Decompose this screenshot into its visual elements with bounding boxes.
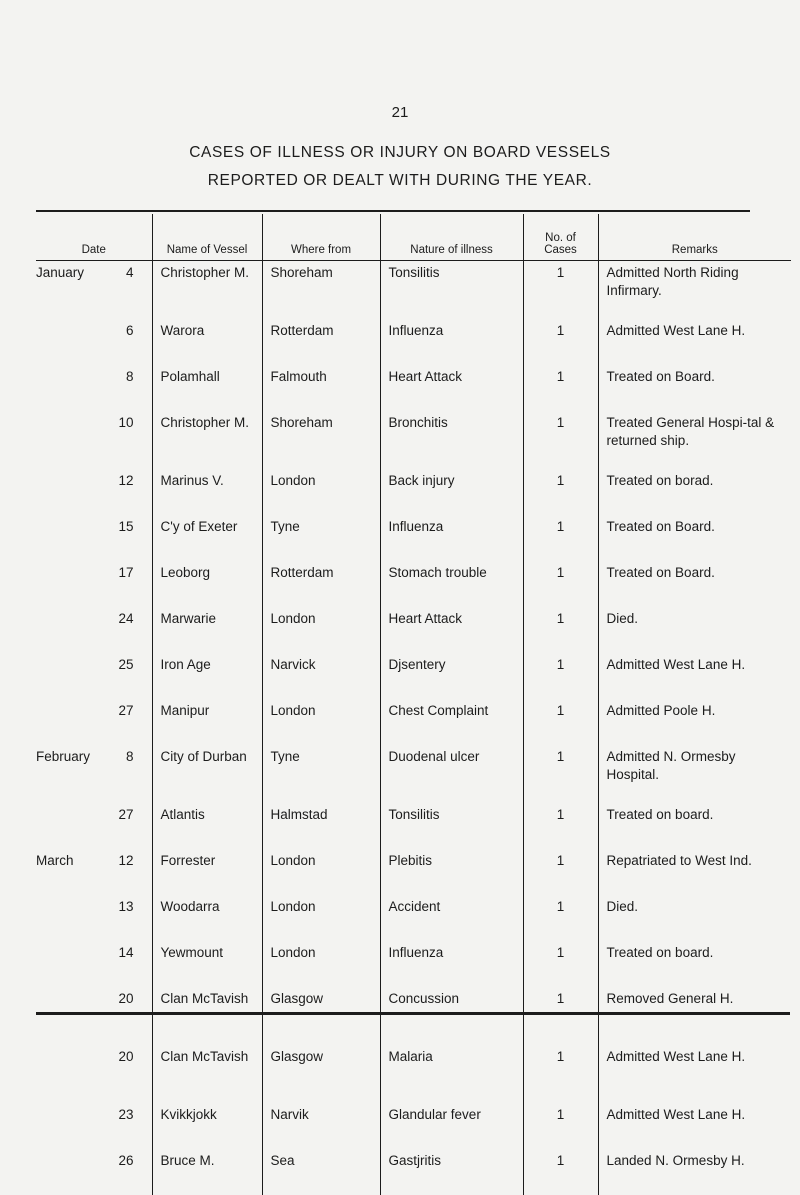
date-month-cell [36,1149,109,1195]
date-day-cell: 13 [109,895,152,941]
cases-cell: 1 [523,941,598,987]
illness-cell: Influenza [380,319,523,365]
vessel-name-cell: Leoborg [152,561,262,607]
illness-cell: Djsentery [380,653,523,699]
illness-cell: Gastjritis [380,1149,523,1195]
where-from-cell: Rotterdam [262,319,380,365]
remarks-cell: Admitted West Lane H. [606,1107,746,1122]
remarks-cell: Repatriated to West Ind. [606,853,752,868]
where-from-cell: Rotterdam [262,561,380,607]
where-from-cell: London [262,941,380,987]
cases-cell: 1 [523,561,598,607]
header-cases [523,214,598,261]
where-from-cell: London [262,469,380,515]
cases-cell: 1 [523,469,598,515]
date-month-cell [36,699,109,745]
date-day-cell: 17 [109,561,152,607]
illness-cell: Malaria [380,1045,523,1103]
cases-cell: 1 [523,895,598,941]
illness-cell: Heart Attack [380,607,523,653]
date-day-cell: 12 [109,469,152,515]
vessel-name-cell: Marwarie [152,607,262,653]
date-month-cell [36,515,109,561]
date-month-cell [36,941,109,987]
where-from-cell: London [262,607,380,653]
table-row [36,1103,791,1149]
remarks-cell: Admitted West Lane H. [606,323,746,338]
where-from-cell: Shoreham [262,411,380,469]
date-month-cell: January [36,265,85,280]
cases-cell: 1 [523,1149,598,1195]
date-day-cell: 24 [109,607,152,653]
cases-cell: 1 [523,1045,598,1103]
header-cases-line1: No. of [545,232,576,244]
illness-cell: Heart Attack [380,365,523,411]
remarks-cell: Died. [606,611,639,626]
where-from-cell: Narvik [262,1103,380,1149]
where-from-cell: Shoreham [262,261,380,320]
date-day-cell: 4 [109,261,152,320]
remarks-cell: Treated on Board. [606,369,715,384]
table-row [36,319,791,365]
date-day-cell: 8 [109,365,152,411]
table-row [36,515,791,561]
remarks-cell: Treated General Hospi-tal & returned ship. [606,415,775,448]
table-row [36,561,791,607]
table-row [36,469,791,515]
vessel-name-cell: Atlantis [152,803,262,849]
table-row [36,803,791,849]
header-cases-line2: Cases [544,244,577,256]
date-day-cell: 6 [109,319,152,365]
table-row [36,607,791,653]
cases-cell: 1 [523,319,598,365]
remarks-cell: Removed General H. [606,991,734,1006]
table-row [36,365,791,411]
vessel-name-cell: Bruce M. [152,1149,262,1195]
remarks-cell: Died. [606,899,639,914]
date-day-cell: 8 [109,745,152,803]
cases-table [36,214,791,1195]
date-month-cell [36,319,109,365]
illness-cell: Bronchitis [380,411,523,469]
where-from-cell: London [262,699,380,745]
remarks-cell: Admitted Poole H. [606,703,716,718]
cases-cell: 1 [523,411,598,469]
remarks-cell: Admitted North Riding Infirmary. [606,265,739,298]
cases-cell: 1 [523,1103,598,1149]
vessel-name-cell: Polamhall [152,365,262,411]
where-from-cell: Glasgow [262,987,380,1045]
table-row [36,1149,791,1195]
illness-cell: Influenza [380,515,523,561]
header-date: Date [36,214,152,261]
illness-cell: Tonsilitis [380,803,523,849]
date-month-cell: February [36,749,91,764]
remarks-cell: Treated on Board. [606,565,715,580]
date-month-cell [36,607,109,653]
illness-cell: Tonsilitis [380,261,523,320]
date-month-cell [36,561,109,607]
illness-cell: Stomach trouble [380,561,523,607]
header-remarks: Remarks [598,214,791,261]
date-month-cell [36,653,109,699]
page-title: CASES OF ILLNESS OR INJURY ON BOARD VESSELS [189,144,611,161]
cases-cell: 1 [523,365,598,411]
vessel-name-cell: Manipur [152,699,262,745]
date-month-cell [36,987,109,1045]
where-from-cell: Halmstad [262,803,380,849]
date-month-cell [36,803,109,849]
where-from-cell: Tyne [262,745,380,803]
vessel-name-cell: Woodarra [152,895,262,941]
remarks-cell: Admitted West Lane H. [606,1049,746,1064]
date-day-cell: 20 [109,1045,152,1103]
vessel-name-cell: Christopher M. [152,261,262,320]
table-row [36,1045,791,1103]
vessel-name-cell: Clan McTavish [152,1045,262,1103]
table-row [36,987,791,1045]
date-day-cell: 23 [109,1103,152,1149]
cases-cell: 1 [523,987,598,1045]
cases-cell: 1 [523,699,598,745]
vessel-name-cell: Clan McTavish [152,987,262,1045]
illness-cell: Plebitis [380,849,523,895]
where-from-cell: London [262,895,380,941]
remarks-cell: Treated on borad. [606,473,714,488]
date-month-cell [36,895,109,941]
vessel-name-cell: Warora [152,319,262,365]
table-row [36,849,791,895]
remarks-cell: Admitted West Lane H. [606,657,746,672]
remarks-cell: Admitted N. Ormesby Hospital. [606,749,736,782]
vessel-name-cell: C'y of Exeter [152,515,262,561]
header-illness: Nature of illness [380,214,523,261]
illness-cell: Back injury [380,469,523,515]
illness-cell: Glandular fever [380,1103,523,1149]
illness-cell: Accident [380,895,523,941]
cases-cell: 1 [523,261,598,320]
date-day-cell: 12 [109,849,152,895]
table-row [36,653,791,699]
table-bottom-rule [36,1012,790,1015]
cases-cell: 1 [523,803,598,849]
date-day-cell: 25 [109,653,152,699]
page-number: 21 [391,104,409,121]
vessel-name-cell: City of Durban [152,745,262,803]
illness-cell: Chest Complaint [380,699,523,745]
remarks-cell: Treated on board. [606,945,714,960]
vessel-name-cell: Christopher M. [152,411,262,469]
where-from-cell: Narvick [262,653,380,699]
vessel-name-cell: Forrester [152,849,262,895]
vessel-name-cell: Kvikkjokk [152,1103,262,1149]
remarks-cell: Landed N. Ormesby H. [606,1153,745,1168]
cases-cell: 1 [523,745,598,803]
date-day-cell: 15 [109,515,152,561]
illness-cell: Concussion [380,987,523,1045]
cases-cell: 1 [523,607,598,653]
vessel-name-cell: Iron Age [152,653,262,699]
date-day-cell: 27 [109,803,152,849]
table-top-rule [36,210,750,212]
illness-cell: Duodenal ulcer [380,745,523,803]
cases-cell: 1 [523,849,598,895]
date-month-cell [36,1103,109,1149]
date-day-cell: 26 [109,1149,152,1195]
date-day-cell: 14 [109,941,152,987]
table-header-row [36,214,791,261]
table-row [36,941,791,987]
date-day-cell: 27 [109,699,152,745]
date-day-cell: 20 [109,987,152,1045]
where-from-cell: Tyne [262,515,380,561]
table-row [36,895,791,941]
date-month-cell [36,365,109,411]
date-month-cell [36,411,109,469]
remarks-cell: Treated on Board. [606,519,715,534]
cases-cell: 1 [523,515,598,561]
page-subtitle: REPORTED OR DEALT WITH DURING THE YEAR. [207,172,593,189]
table-row [36,411,791,469]
header-where-from: Where from [262,214,380,261]
date-month-cell: March [36,853,74,868]
cases-cell: 1 [523,653,598,699]
table-row [36,745,791,803]
where-from-cell: London [262,849,380,895]
where-from-cell: Falmouth [262,365,380,411]
table-row [36,261,791,320]
date-day-cell: 10 [109,411,152,469]
date-month-cell [36,1045,109,1103]
remarks-cell: Treated on board. [606,807,714,822]
vessel-name-cell: Marinus V. [152,469,262,515]
where-from-cell: Sea [262,1149,380,1195]
where-from-cell: Glasgow [262,1045,380,1103]
header-vessel: Name of Vessel [152,214,262,261]
vessel-name-cell: Yewmount [152,941,262,987]
illness-cell: Influenza [380,941,523,987]
table-row [36,699,791,745]
date-month-cell [36,469,109,515]
